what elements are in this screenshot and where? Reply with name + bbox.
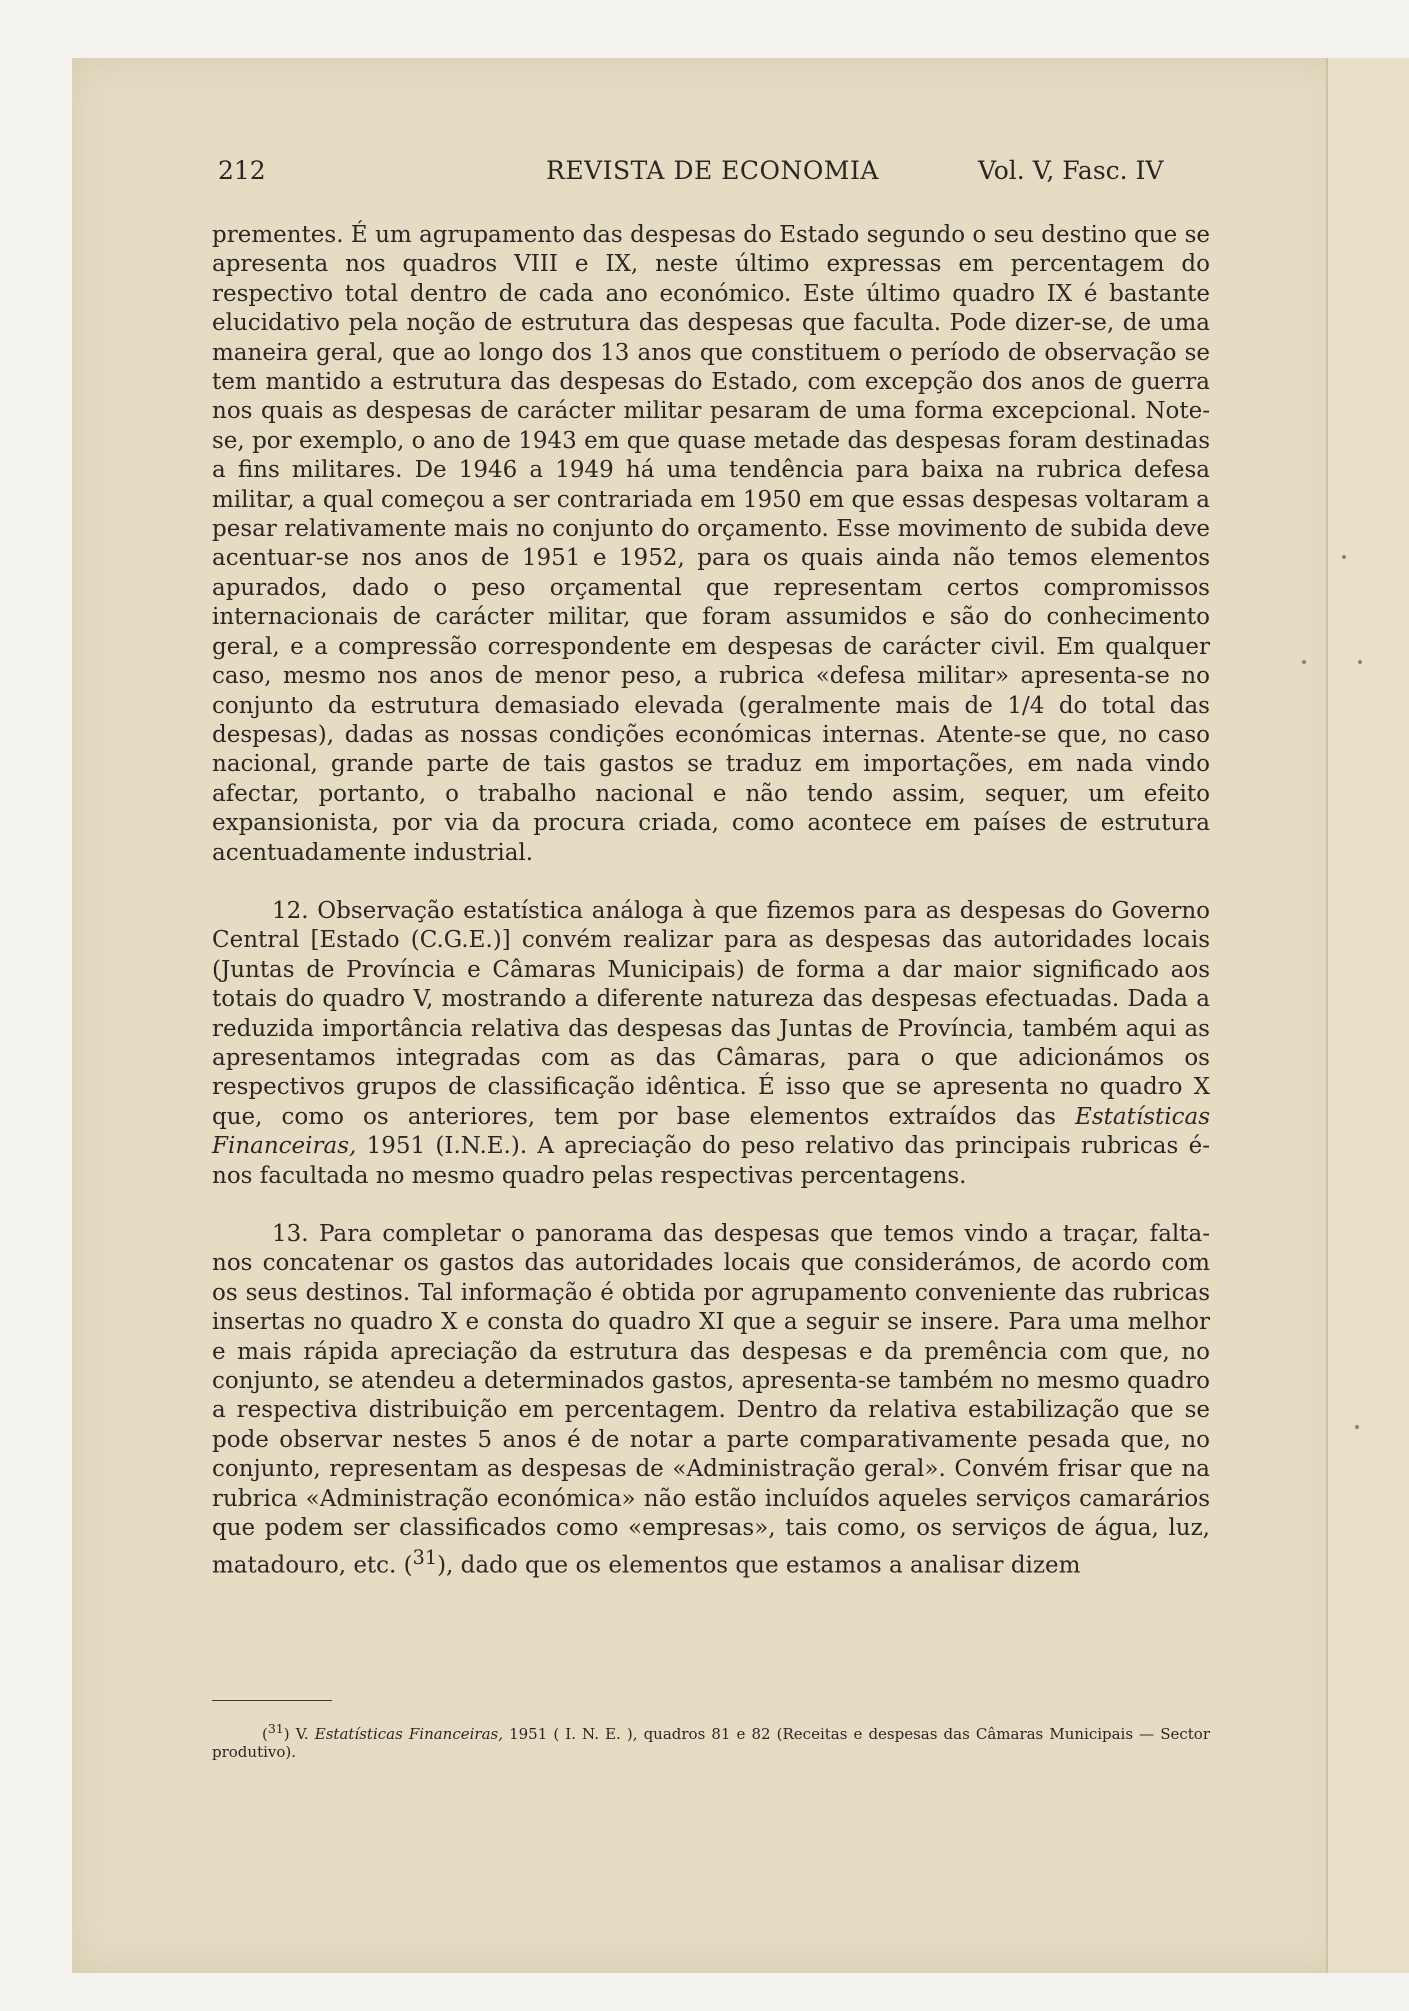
paragraph-continuation: prementes. É um agrupamento das despesas do Estado segundo o seu destino que se apresenta nos quadros VIII e IX, neste último expressas em percentagem do respectivo total dentro de cada ano económico. Este último quadro IX é bastante elucidativo pela noção de estrutura das despesas que faculta. Pode dizer-se, de uma maneira geral, que ao longo dos 13 anos que constituem o período de observação se tem mantido a estrutura das despesas do Estado, com excepção dos anos de guerra nos quais as despesas de carácter militar pesaram de uma forma excepcional. Note-se, por exemplo, o ano de 1943 em que quase metade das despesas foram destinadas a fins militares. De 1946 a 1949 há uma tendência para baixa na rubrica defesa militar, a qual começou a ser contrariada em 1950 em que essas despesas voltaram a pesar relativamente mais no conjunto do orçamento. Esse movimento de subida deve acentuar-se nos anos de 1951 e 1952, para os quais ainda não temos elementos apurados, dado o peso orçamental que representam certos compromissos internacionais de carácter militar, que foram assumidos e são do conhecimento geral, e a compressão correspondente em despesas de carácter civil. Em qualquer caso, mesmo nos anos de menor peso, a rubrica «defesa militar» apresenta-se no conjunto da estrutura demasiado elevada (geralmente mais de 1/4 do total das despesas), dadas as nossas condições económicas internas. Atente-se que, no caso nacional, grande parte de tais gastos se traduz em importações, em nada vindo afectar, portanto, o trabalho nacional e não tendo assim, sequer, um efeito expansionista, por via da procura criada, como acontece em países de estrutura acentuadamente industrial. [212,222,1210,866]
footnote-italic-title: Estatísticas Financeiras, [314,1725,503,1743]
journal-title: REVISTA DE ECONOMIA [546,156,879,185]
page-fold-line [1326,58,1328,1973]
scan-speck [1342,555,1346,559]
page-number: 212 [218,156,266,185]
scan-speck [1302,660,1306,664]
paragraph-13-tail: , dado que os elementos que estamos a analisar dizem [446,1553,1081,1580]
paragraph-13: 13. Para completar o panorama das despesas que temos vindo a traçar, falta-nos concatenar os gastos das autoridades locais que considerámos, de acordo com os seus destinos. Tal informação é obtida por agrupamento conveniente das rubricas insertas no quadro X e consta do quadro XI que a seguir se insere. Para uma melhor e mais rápida apreciação da estrutura das despesas e da premência com que, no conjunto, se atendeu a determinados gastos, apresenta-se também no mesmo quadro a respectiva distribuição em percentagem. Dentro da relativa estabilização que se pode observar nestes 5 anos é de notar a parte comparativamente pesada que, no conjunto, representam as despesas de «Administração geral». Convém frisar que na rubrica «Administração económica» não estão incluídos aqueles serviços camarários que podem ser classificados como «empresas», tais como, os serviços de água, luz, matadouro, etc. ($^{31}$), dado que os elementos que estamos a analisar dizem [212,1221,1210,1580]
footnote-divider [212,1700,332,1701]
footnote-marker: 31 [267,1721,284,1736]
paragraph-12-text: 12. Observação estatística análoga à que fizemos para as despesas do Governo Central [Estado (C.G.E.)] convém realizar para as despesas das autoridades locais (Juntas de Província e Câmaras Municipais) de forma a dar maior significado aos totais do quadro V, mostrando a diferente natureza das despesas efectuadas. Dada a reduzida importância relativa das despesas das Juntas de Província, também aqui as apresentamos integradas com as das Câmaras, para o que adicionámos os respectivos grupos de classificação idêntica. É isso que se apresenta no quadro X que, como os anteriores, tem por base elementos extraídos das [212,897,1210,1130]
footnote-reference: 31 [412,1546,438,1570]
running-header [218,156,1218,190]
adjacent-page-edge [1328,58,1409,1973]
footnote-lead: V. [289,1725,315,1743]
paragraph-13-text: 13. Para completar o panorama das despesas que temos vindo a traçar, falta-nos concatenar os gastos das autoridades locais que considerámos, de acordo com os seus destinos. Tal informação é obtida por agrupamento conveniente das rubricas insertas no quadro X e consta do quadro XI que a seguir se insere. Para uma melhor e mais rápida apreciação da estrutura das despesas e da premência com que, no conjunto, se atendeu a determinados gastos, apresenta-se também no mesmo quadro a respectiva distribuição em percentagem. Dentro da relativa estabilização que se pode observar nestes 5 anos é de notar a parte comparativamente pesada que, no conjunto, representam as despesas de «Administração geral». Convém frisar que na rubrica «Administração económica» não estão incluídos aqueles serviços camarários que podem ser classificados como «empresas», tais como, os serviços de água, luz, matadouro, etc. [212,1221,1210,1580]
article-body [212,221,1210,1611]
footnote-text: 1951 ( I. N. E. ), quadros 81 e 82 (Receitas e despesas das Câmaras Municipais — Sector produtivo). [212,1725,1211,1761]
scan-speck [1358,660,1362,664]
paragraph-12 [212,897,1210,1191]
footnote: ($^{31}$) V. Estatísticas Financeiras, 1951 ( I. N. E. ), quadros 81 e 82 (Receitas e despesas das Câmaras Municipais — Sector produtivo). [212,1721,1211,1761]
paragraph-12-tail: 1951 (I.N.E.). A apreciação do peso relativo das principais rubricas é-nos facultada no mesmo quadro pelas respectivas percentagens. [212,1133,1210,1189]
volume-info: Vol. V, Fasc. IV [978,156,1164,185]
paragraph-12-italic-title: Estatísticas Financeiras, [212,1103,1210,1160]
scan-speck [1355,1425,1359,1429]
